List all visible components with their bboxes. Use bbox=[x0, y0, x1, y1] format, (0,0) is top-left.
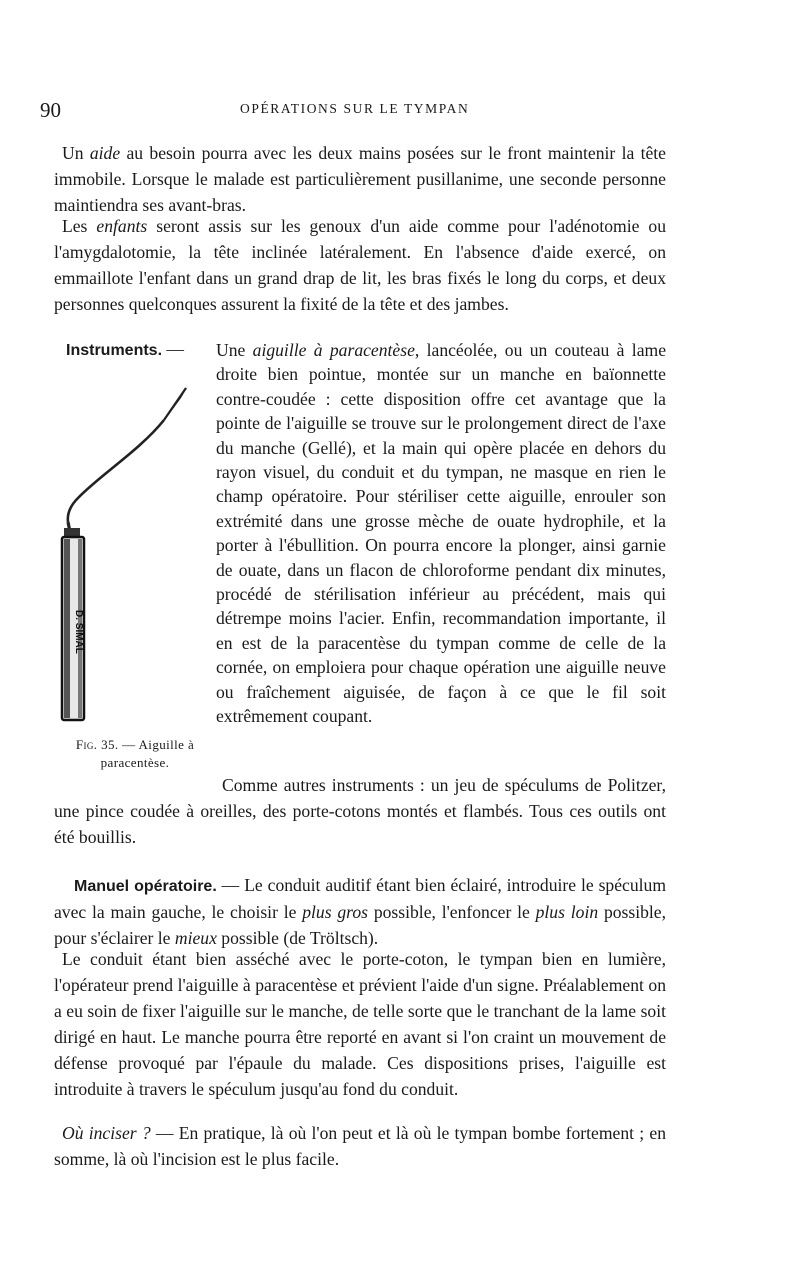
running-title: OPÉRATIONS SUR LE TYMPAN bbox=[240, 101, 470, 116]
needle-tip-line bbox=[164, 388, 186, 420]
handle-shadow bbox=[64, 539, 70, 718]
paragraph-instruments: Une aiguille à paracentèse, lancéolée, ou un couteau à lame droite bien pointue, montée sur un manche en baïonnette contre-coudée : cette disposition offre cet avantage que la pointe de l'aiguille se trouve sur le prolongement direct de l'axe du manche (Gellé), et la main qui opère placée en dehors du rayon visuel, du conduit et du tympan, ne masque en rien le champ opératoire. Pour stériliser cette aiguille, enrouler son extrémité dans une grosse mèche de ouate hydrophile, et la porter à l'ébullition. On pourra encore la plonger, ainsi garnie de ouate, dans un flacon de chloroforme pendant dix minutes, procédé de stérilisation inférieur au précédent, mais qui détrempe moins l'acier. Enfin, recommandation importante, il en est de la paracentèse du tympan comme de celle de la cornée, on emploiera pour chaque opération une aiguille neuve ou fraîchement aiguisée, de façon à ce que le fil soit extrêmement coupant. bbox=[216, 340, 667, 727]
maker-mark: D. SIMAL bbox=[73, 610, 84, 654]
needle-illustration bbox=[40, 380, 200, 725]
figure-caption: Fig. 35. — Aiguille à paracentèse. bbox=[75, 737, 195, 770]
instruments-heading: Instruments. — bbox=[66, 339, 185, 359]
paragraph-autres-instruments: Comme autres instruments : un jeu de spéculums de Politzer, une pince coudée à oreilles, des porte-cotons montés et flambés. Tous ces outils ont été bouillis. bbox=[54, 775, 666, 847]
paragraph-conduit: Le conduit étant bien asséché avec le porte-coton, le tympan bien en lumière, l'opérateur prend l'aiguille à paracentèse et prévient l'aide d'un signe. Préalablement on a eu soin de fixer l'aiguille sur le manche, de telle sorte que le tranchant de la lame soit dirigé en haut. Le manche pourra être reporté en avant si l'on craint un mouvement de défense provoqué par l'épaule du malade. Ces dispositions prises, l'aiguille est introduite à travers le spéculum jusqu'au fond du conduit. bbox=[54, 949, 666, 1099]
paragraph-ou-inciser: Où inciser ? — En pratique, là où l'on peut et là où le tympan bombe fortement ; en somme, là où l'incision est le plus facile. bbox=[54, 1123, 667, 1169]
needle-shaft bbox=[68, 420, 164, 522]
page-number: 90 bbox=[40, 98, 61, 122]
paragraph-aide: Un aide au besoin pourra avec les deux mains posées sur le front maintenir la tête immobile. Lorsque le malade est particulièrement pusillanime, une seconde personne maintiendra ses avant-bras. bbox=[54, 143, 666, 215]
paragraph-enfants: Les enfants seront assis sur les genoux d'un aide comme pour l'adénotomie ou l'amygdalotomie, la tête inclinée latéralement. En l'absence d'aide exercé, on emmaillote l'enfant dans un grand drap de lit, les bras fixés le long du corps, et deux personnes quelconques assurent la fixité de la tête et des jambes. bbox=[54, 216, 666, 314]
paragraph-manuel: Manuel opératoire. — Le conduit auditif étant bien éclairé, introduire le spéculum avec la main gauche, le choisir le plus gros possible, l'enfoncer le plus loin possible, pour s'éclairer le mieux possible (de Tröltsch). bbox=[54, 875, 667, 948]
